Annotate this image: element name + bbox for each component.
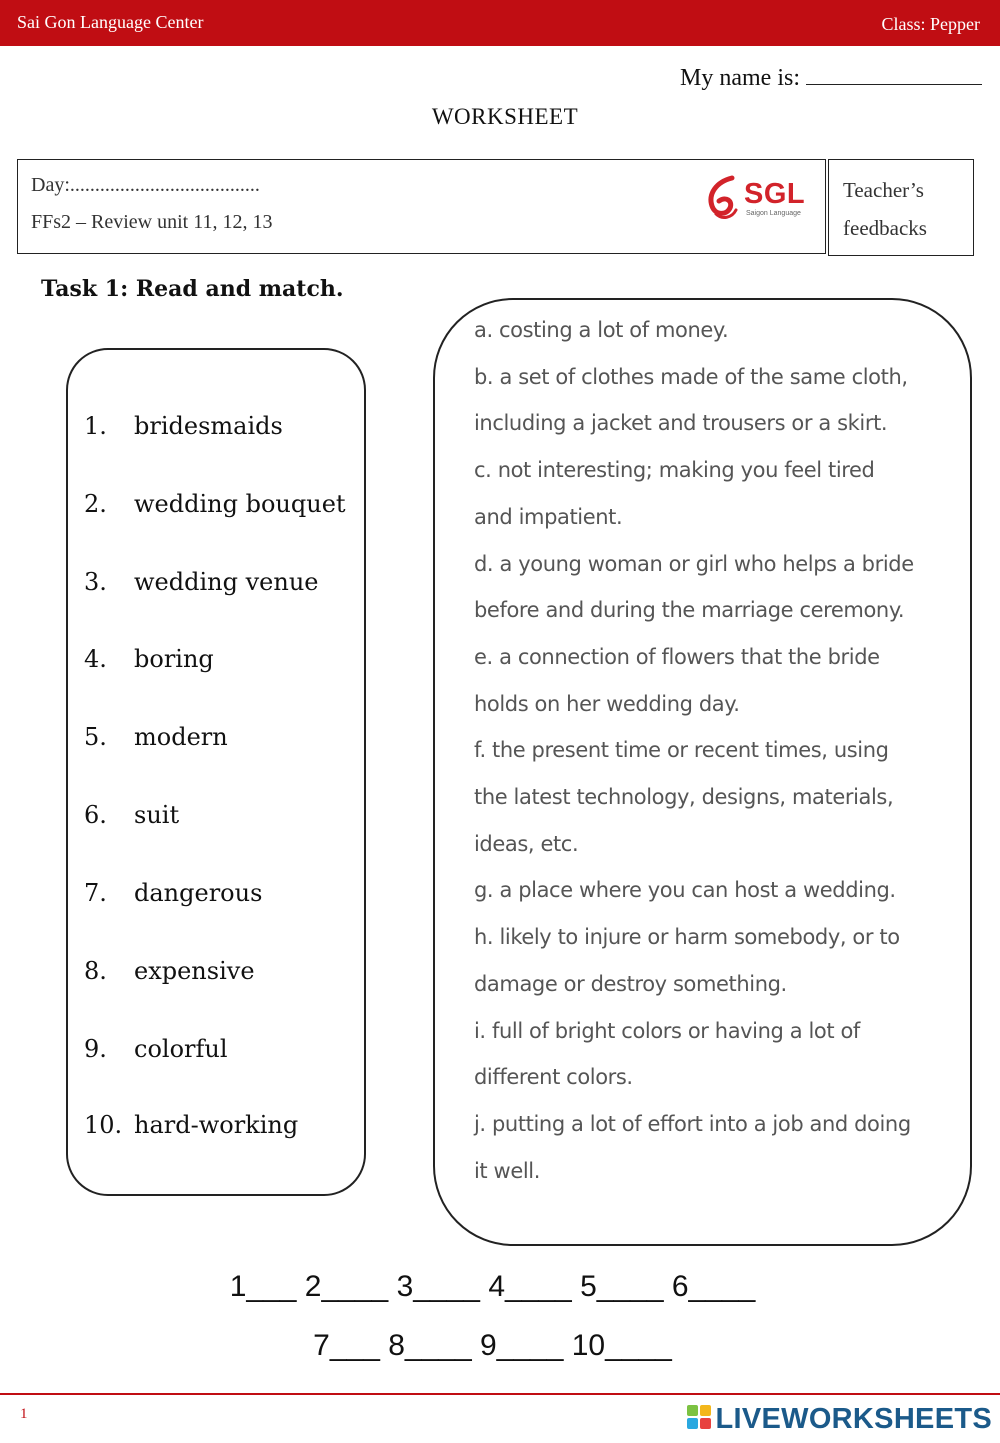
definition-line: g. a place where you can host a wedding. (474, 878, 896, 903)
definition-line: ideas, etc. (474, 831, 579, 856)
word-text: suit (134, 801, 180, 829)
sgl-swirl-icon (702, 174, 744, 222)
word-number: 7. (84, 879, 107, 907)
definition-box (433, 298, 972, 1246)
word-number: 3. (84, 568, 107, 596)
word-list-box (66, 348, 366, 1196)
definition-line: e. a connection of flowers that the bride (474, 644, 880, 669)
word-number: 10. (84, 1111, 123, 1139)
word-number: 4. (84, 645, 107, 673)
task-1-title: Task 1: Read and match. (41, 276, 344, 302)
liveworksheets-logo-icon (687, 1405, 713, 1431)
sgl-logo (702, 172, 812, 222)
word-text: colorful (134, 1035, 228, 1063)
word-number: 2. (84, 490, 107, 518)
word-text: hard-working (134, 1111, 299, 1139)
class-label: Class: Pepper (881, 14, 980, 34)
definition-line: different colors. (474, 1065, 633, 1090)
definition-line: and impatient. (474, 504, 623, 529)
word-item (84, 723, 228, 751)
page-number: 1 (20, 1406, 28, 1422)
definition-line: c. not interesting; making you feel tired (474, 458, 875, 483)
definition-line: d. a young woman or girl who helps a bride (474, 551, 914, 576)
feedback-line-2: feedbacks (843, 216, 927, 240)
word-item (84, 801, 179, 829)
logo-text: SGL (744, 178, 806, 210)
answer-row-2[interactable]: 7___ 8____ 9____ 10____ (313, 1329, 672, 1362)
answer-row-1[interactable]: 1___ 2____ 3____ 4____ 5____ 6____ (229, 1270, 756, 1303)
liveworksheets-brand (687, 1403, 993, 1437)
definition-line: damage or destroy something. (474, 971, 787, 996)
header-bar (0, 0, 1000, 46)
definition-line: i. full of bright colors or having a lot of (474, 1018, 860, 1043)
logo-subtext: Saigon Language (746, 210, 801, 217)
word-item (84, 1111, 298, 1139)
word-number: 6. (84, 801, 107, 829)
word-text: expensive (134, 957, 255, 985)
word-item (84, 568, 318, 596)
word-text: dangerous (134, 879, 263, 907)
day-label: Day:...................................... (31, 174, 260, 196)
word-item (84, 412, 283, 440)
word-text: bridesmaids (134, 412, 283, 440)
definition-line: before and during the marriage ceremony. (474, 598, 905, 623)
worksheet-title: WORKSHEET (431, 104, 579, 129)
word-item (84, 1035, 228, 1063)
word-number: 8. (84, 957, 107, 985)
word-text: boring (134, 645, 214, 673)
info-box (17, 159, 826, 254)
word-item (84, 879, 262, 907)
footer-rule (0, 1393, 1000, 1395)
word-number: 5. (84, 723, 107, 751)
definition-line: the latest technology, designs, materials, (474, 785, 894, 809)
word-text: wedding bouquet (134, 490, 346, 518)
word-number: 1. (84, 412, 107, 440)
name-blank[interactable] (806, 62, 982, 85)
center-name: Sai Gon Language Center (17, 12, 204, 32)
definition-line: holds on her wedding day. (474, 691, 740, 716)
feedback-line-1: Teacher’s (843, 178, 924, 202)
name-label: My name is: (680, 65, 800, 91)
definition-line: including a jacket and trousers or a skirt. (474, 411, 888, 436)
word-item (84, 490, 346, 518)
word-item (84, 645, 214, 673)
word-item (84, 957, 255, 985)
unit-label: FFs2 – Review unit 11, 12, 13 (31, 211, 273, 233)
brand-text: LIVEWORKSHEETS (715, 1403, 992, 1435)
word-number: 9. (84, 1035, 107, 1063)
word-text: modern (134, 723, 228, 751)
teacher-feedback-box (828, 159, 974, 256)
definition-line: b. a set of clothes made of the same cloth, (474, 364, 908, 389)
definition-line: it well. (474, 1158, 540, 1183)
definition-line: a. costing a lot of money. (474, 318, 729, 342)
definition-line: f. the present time or recent times, using (474, 738, 889, 763)
student-name-line (680, 62, 982, 92)
definition-line: j. putting a lot of effort into a job and doing (474, 1111, 911, 1136)
word-text: wedding venue (134, 568, 319, 596)
definition-line: h. likely to injure or harm somebody, or to (474, 925, 900, 950)
